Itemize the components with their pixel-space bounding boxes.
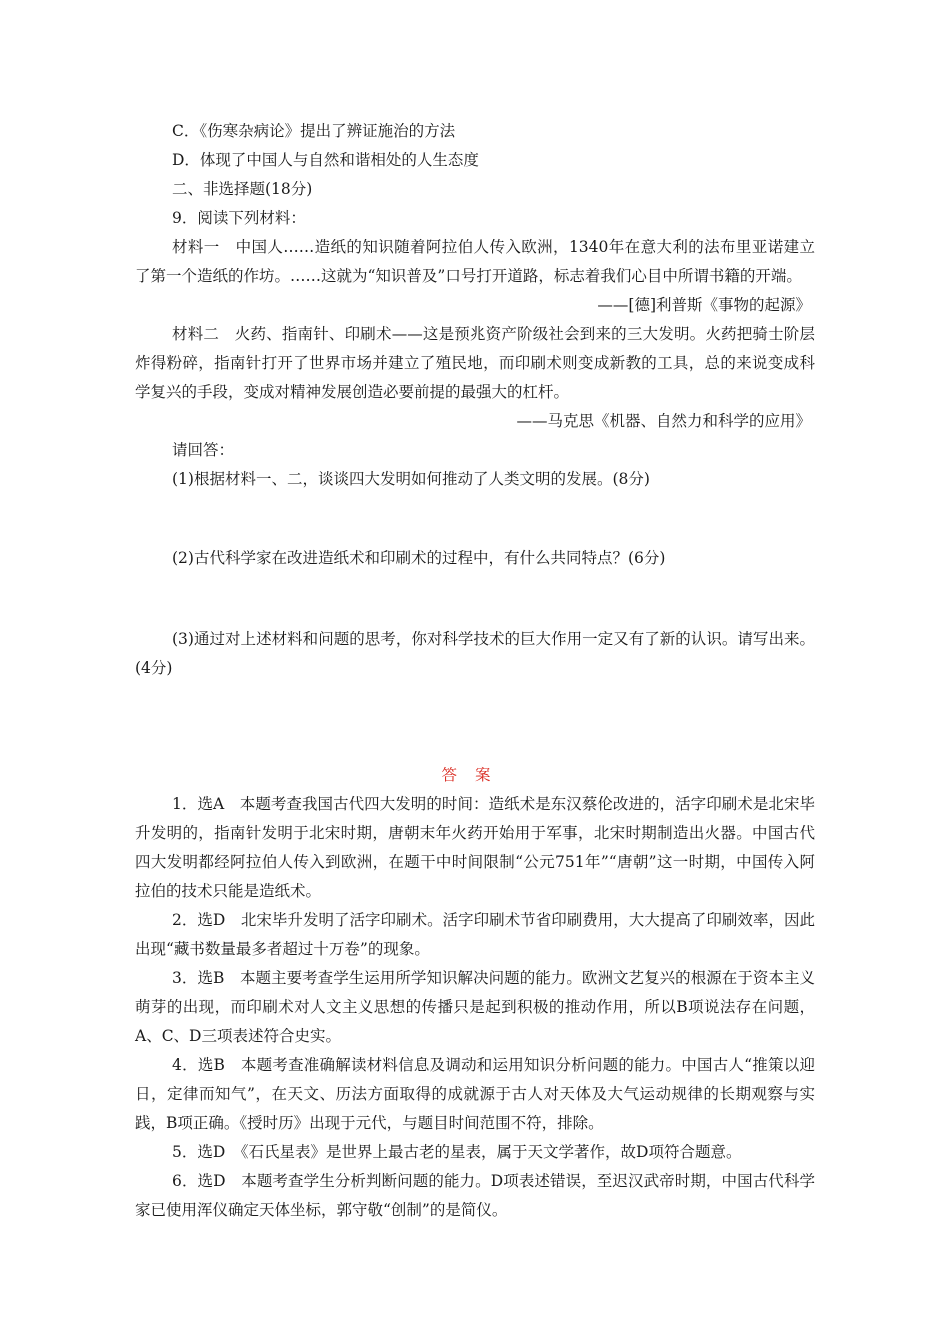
answer-prompt: 请回答： <box>172 441 235 459</box>
answer-item: 6．选D 本题考查学生分析判断问题的能力。D项表述错误，至迟汉武帝时期，中国古代科学家已使用浑仪确定天体坐标，郭守敬“创制”的是简仪。 <box>135 1172 815 1219</box>
option-c: C．《伤寒杂病论》提出了辨证施治的方法 <box>172 122 456 140</box>
sub-question-2: (2)古代科学家在改进造纸术和印刷术的过程中，有什么共同特点？(6分) <box>172 549 666 567</box>
answer-item: 5．选D 《石氏星表》是世界上最古老的星表，属于天文学著作，故D项符合题意。 <box>172 1143 742 1161</box>
answer-item: 2．选D 北宋毕升发明了活字印刷术。活字印刷术节省印刷费用，大大提高了印刷效率，因此出现“藏书数量最多者超过十万卷”的现象。 <box>135 911 815 958</box>
material-2: 材料二 火药、指南针、印刷术——这是预兆资产阶级社会到来的三大发明。火药把骑士阶层炸得粉碎，指南针打开了世界市场并建立了殖民地，而印刷术则变成新教的工具，总的来说变成科学复兴的手段，变成对精神发展创造必要前提的最强大的杠杆。 <box>135 325 815 401</box>
answers-title: 答案 <box>441 766 509 784</box>
document-page <box>135 117 815 1225</box>
option-d: D．体现了中国人与自然和谐相处的人生态度 <box>172 151 479 169</box>
answer-item: 4．选B 本题考查准确解读材料信息及调动和运用知识分析问题的能力。中国古人“推策以迎日，定律而知气”，在天文、历法方面取得的成就源于古人对天体及大气运动规律的长期观察与实践，B项正确。《授时历》出现于元代，与题目时间范围不符，排除。 <box>135 1056 815 1132</box>
answer-item: 3．选B 本题主要考查学生运用所学知识解决问题的能力。欧洲文艺复兴的根源在于资本主义萌芽的出现，而印刷术对人文主义思想的传播只是起到积极的推动作用，所以B项说法存在问题，A、C、D三项表述符合史实。 <box>135 969 815 1045</box>
sub-question-3: (3)通过对上述材料和问题的思考，你对科学技术的巨大作用一定又有了新的认识。请写出来。(4分) <box>135 630 815 677</box>
question-9-intro: 9．阅读下列材料： <box>172 209 306 227</box>
section-title: 二、非选择题(18分) <box>172 180 313 198</box>
material-1: 材料一 中国人……造纸的知识随着阿拉伯人传入欧洲，1340年在意大利的法布里亚诺建立了第一个造纸的作坊。……这就为“知识普及”口号打开道路，标志着我们心目中所谓书籍的开端。 <box>135 238 815 285</box>
material-2-source: ——马克思《机器、自然力和科学的应用》 <box>516 412 811 430</box>
sub-question-1: (1)根据材料一、二，谈谈四大发明如何推动了人类文明的发展。(8分) <box>172 470 650 488</box>
answer-item: 1．选A 本题考查我国古代四大发明的时间：造纸术是东汉蔡伦改进的，活字印刷术是北宋毕升发明的，指南针发明于北宋时期，唐朝末年火药开始用于军事，北宋时期制造出火器。中国古代四大发明都经阿拉伯人传入到欧洲，在题干中时间限制“公元751年”“唐朝”这一时期，中国传入阿拉伯的技术只能是造纸术。 <box>135 795 815 900</box>
material-1-source: ——[德]利普斯《事物的起源》 <box>597 296 811 314</box>
